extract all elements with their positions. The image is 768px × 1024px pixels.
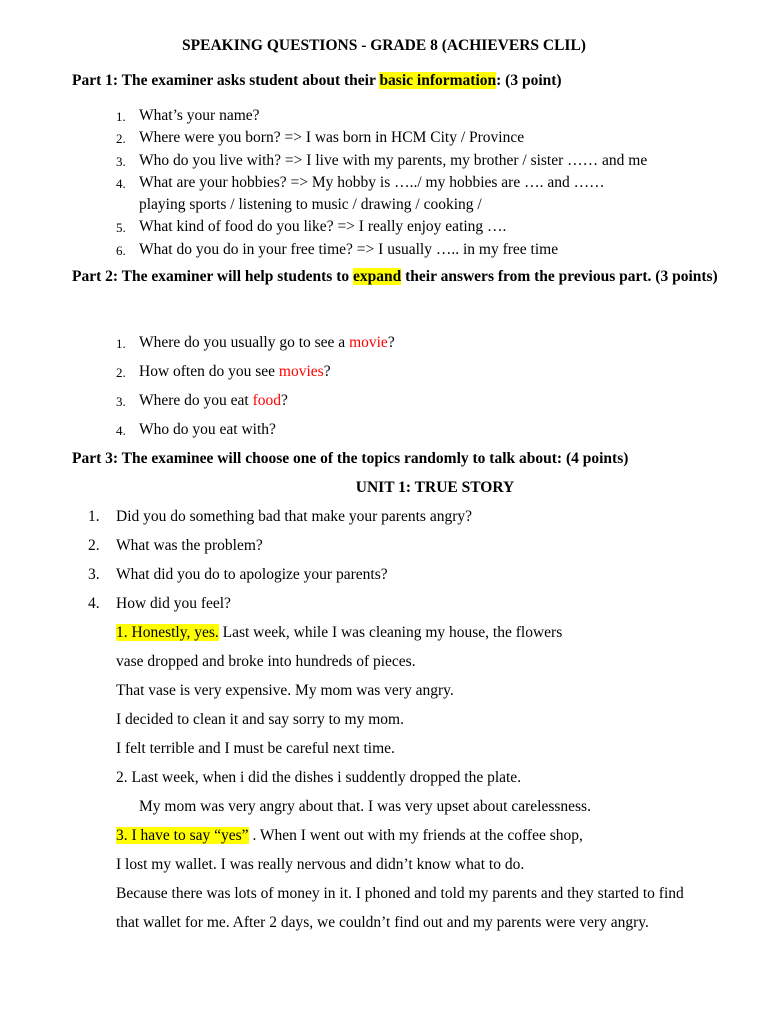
- answer3-highlight: 3. I have to say “yes”: [116, 827, 249, 844]
- answer3-line: that wallet for me. After 2 days, we couldn’t find out and my parents were very angry.: [116, 914, 649, 931]
- list-item-number: 4.: [116, 176, 126, 191]
- question-number: 2.: [88, 537, 100, 554]
- question-number: 3.: [88, 566, 100, 583]
- list-item-continuation: playing sports / listening to music / drawing / cooking /: [139, 196, 482, 213]
- question-number: 1.: [88, 508, 100, 525]
- list-item-text: How often do you see: [139, 363, 279, 380]
- part1-heading-suffix: : (3 point): [496, 72, 562, 89]
- list-item-number: 6.: [116, 243, 126, 258]
- part2-heading-suffix: . (3 points): [647, 268, 718, 285]
- question-item: What was the problem?: [116, 537, 263, 554]
- list-item: What’s your name?: [139, 107, 260, 124]
- list-item-text: ?: [281, 392, 288, 409]
- answer1-text: Last week, while I was cleaning my house, the flowers: [218, 624, 563, 641]
- answer1-line: That vase is very expensive. My mom was very angry.: [116, 682, 454, 699]
- part1-heading-highlight: basic information: [379, 72, 497, 89]
- answer2-line: My mom was very angry about that. I was very upset about carelessness.: [139, 798, 591, 815]
- page-title: SPEAKING QUESTIONS - GRADE 8 (ACHIEVERS CLIL): [182, 37, 586, 54]
- list-item-text: ?: [387, 334, 395, 351]
- answer3-text: . When I went out with my friends at the coffee shop,: [248, 827, 583, 844]
- list-item-number: 3.: [116, 394, 126, 409]
- answer1-line: vase dropped and broke into hundreds of pieces.: [116, 653, 416, 670]
- list-item-text: Who do you eat with?: [139, 421, 276, 438]
- list-item: What are your hobbies? => My hobby is …../ my hobbies are …. and ……: [139, 174, 605, 191]
- part2-heading-prefix: Part 2: The examiner will help students to: [72, 268, 354, 285]
- unit-title: UNIT 1: TRUE STORY: [355, 479, 515, 496]
- keyword-red: movie: [349, 334, 388, 351]
- list-item-number: 2.: [116, 131, 126, 146]
- part3-heading: Part 3: The examinee will choose one of the topics randomly to talk about: (4 points): [72, 450, 629, 467]
- keyword-red: food: [252, 392, 282, 409]
- keyword-red: movies: [278, 363, 324, 380]
- answer2-line: 2. Last week, when i did the dishes i suddently dropped the plate.: [116, 769, 522, 786]
- question-number: 4.: [88, 595, 100, 612]
- part2-heading: [72, 262, 733, 291]
- list-item: What do you do in your free time? => I usually ….. in my free time: [139, 241, 559, 258]
- answer3-line: Because there was lots of money in it. I phoned and told my parents and they started to find: [116, 885, 684, 902]
- part1-heading-prefix: Part 1: The examiner asks student about their: [72, 72, 380, 89]
- list-item-text: Where do you eat: [139, 392, 253, 409]
- list-item: [139, 334, 395, 352]
- list-item-number: 4.: [116, 423, 126, 438]
- answer1-line: [116, 624, 562, 642]
- part1-heading: [72, 72, 562, 90]
- list-item-text: ?: [323, 363, 331, 380]
- answer1-line: I felt terrible and I must be careful next time.: [116, 740, 395, 757]
- part2-heading-middle: their answers from the previous part: [401, 268, 648, 285]
- list-item-number: 1.: [116, 336, 126, 351]
- list-item: Who do you live with? => I live with my parents, my brother / sister …… and me: [139, 152, 648, 169]
- answer1-highlight: 1. Honestly, yes.: [116, 624, 219, 641]
- list-item-number: 5.: [116, 220, 126, 235]
- question-item: How did you feel?: [116, 595, 231, 612]
- question-item: What did you do to apologize your parents?: [116, 566, 388, 583]
- answer3-line: I lost my wallet. I was really nervous and didn’t know what to do.: [116, 856, 525, 873]
- list-item-number: 3.: [116, 154, 126, 169]
- answer1-line: I decided to clean it and say sorry to my mom.: [116, 711, 404, 728]
- question-item: Did you do something bad that make your parents angry?: [116, 508, 472, 525]
- list-item-number: 2.: [116, 365, 126, 380]
- part2-heading-highlight: expand: [353, 268, 402, 285]
- list-item: [139, 363, 331, 381]
- list-item: Where were you born? => I was born in HCM City / Province: [139, 129, 525, 146]
- list-item: What kind of food do you like? => I really enjoy eating ….: [139, 218, 507, 235]
- answer3-line: [116, 827, 583, 845]
- list-item: [139, 421, 276, 439]
- list-item-text: Where do you usually go to see a: [139, 334, 350, 351]
- list-item: [139, 392, 288, 410]
- list-item-number: 1.: [116, 109, 126, 124]
